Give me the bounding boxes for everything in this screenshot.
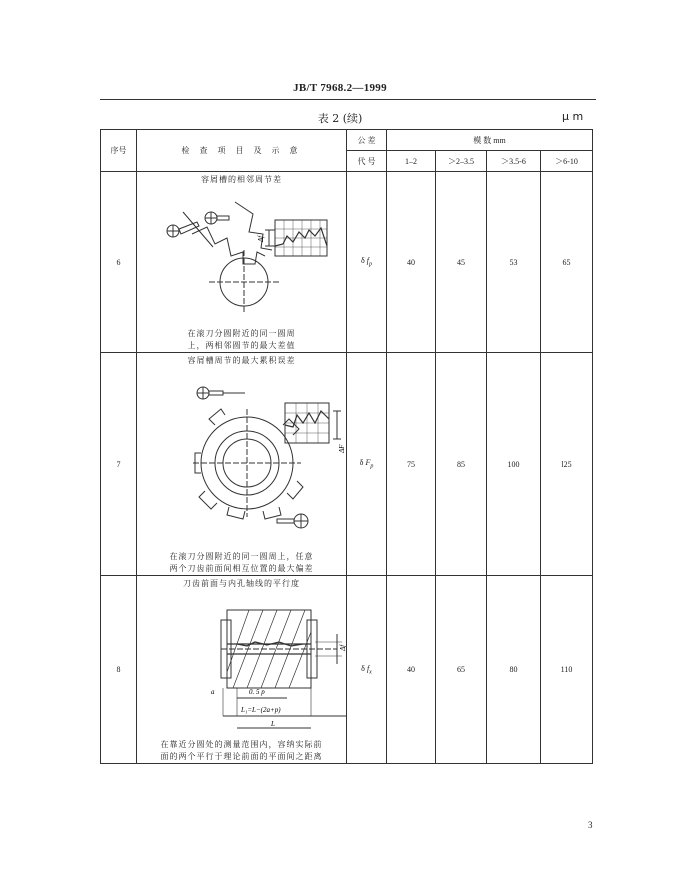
item-description: 在靠近分圆处的测量范围内，容纳实际前 面的两个平行于理论前面的平面间之距离	[160, 740, 323, 761]
value-cell: 100	[487, 353, 541, 576]
header-mod-range-2: ＞2–3.5	[436, 151, 487, 172]
value-cell: 45	[436, 172, 487, 353]
value-cell: 65	[541, 172, 593, 353]
value-cell: 65	[436, 576, 487, 764]
table-row	[101, 576, 593, 764]
parallelism-diagram	[137, 576, 347, 764]
row-number: 7	[101, 353, 137, 576]
row-number: 8	[101, 576, 137, 764]
dimension-a: a	[211, 688, 215, 696]
value-cell: 53	[487, 172, 541, 353]
table-row	[101, 353, 593, 576]
header-mod-range-1: 1–2	[387, 151, 436, 172]
header-tol-1: 公 差	[347, 130, 387, 151]
unit-label: μ m	[562, 110, 584, 123]
tolerance-code: δ $f_x$	[347, 576, 387, 764]
value-cell: 75	[387, 353, 436, 576]
header-rule	[100, 99, 596, 100]
item-description: 在滚刀分圆附近的同一圆周 上，两相邻圆节的最大差值	[187, 329, 296, 350]
header-item: 检 查 项 目 及 示 意	[137, 130, 347, 172]
item-title: 容屑槽周节的最大累积误差	[187, 356, 296, 365]
inspection-table	[100, 129, 593, 764]
value-cell: l25	[541, 353, 593, 576]
delta-fp-label: Δf	[257, 235, 265, 242]
tolerance-code: δ $f_p$	[347, 172, 387, 353]
dimension-l1: L₁=L−(2a+p)	[241, 706, 281, 714]
value-cell: 80	[487, 576, 541, 764]
delta-Fp-label: ΔF	[338, 444, 346, 453]
table-row	[101, 172, 593, 353]
value-cell: 40	[387, 172, 436, 353]
value-cell: 40	[387, 576, 436, 764]
table-title: 表 2 (续)	[317, 112, 363, 125]
header-seq: 序号	[101, 130, 137, 172]
dimension-l: L	[271, 720, 275, 728]
item-cell	[137, 353, 347, 576]
header-mod-range-4: ＞6-10	[541, 151, 593, 172]
header-mod-range-3: ＞3.5-6	[487, 151, 541, 172]
header-tol-2: 代 号	[347, 151, 387, 172]
delta-fx-label: Δf	[339, 644, 347, 651]
value-cell: 110	[541, 576, 593, 764]
header-modulus: 模 数 mm	[387, 130, 593, 151]
item-description: 在滚刀分圆附近的同一圆周上，任意 两个刀齿前面间相互位置的最大偏差	[169, 552, 314, 573]
item-title: 容屑槽的相邻周节差	[201, 175, 282, 184]
item-cell	[137, 576, 347, 764]
cumulative-pitch-diagram	[137, 353, 347, 576]
adjacent-pitch-diagram	[137, 172, 347, 353]
tolerance-code: δ $F_p$	[347, 353, 387, 576]
page-number: 3	[588, 820, 593, 830]
dimension-half-pitch: 0. 5 p	[249, 688, 265, 696]
standard-code: JB/T 7968.2—1999	[293, 82, 387, 94]
row-number: 6	[101, 172, 137, 353]
item-cell	[137, 172, 347, 353]
value-cell: 85	[436, 353, 487, 576]
item-title: 刀齿前面与内孔轴线的平行度	[183, 579, 300, 588]
